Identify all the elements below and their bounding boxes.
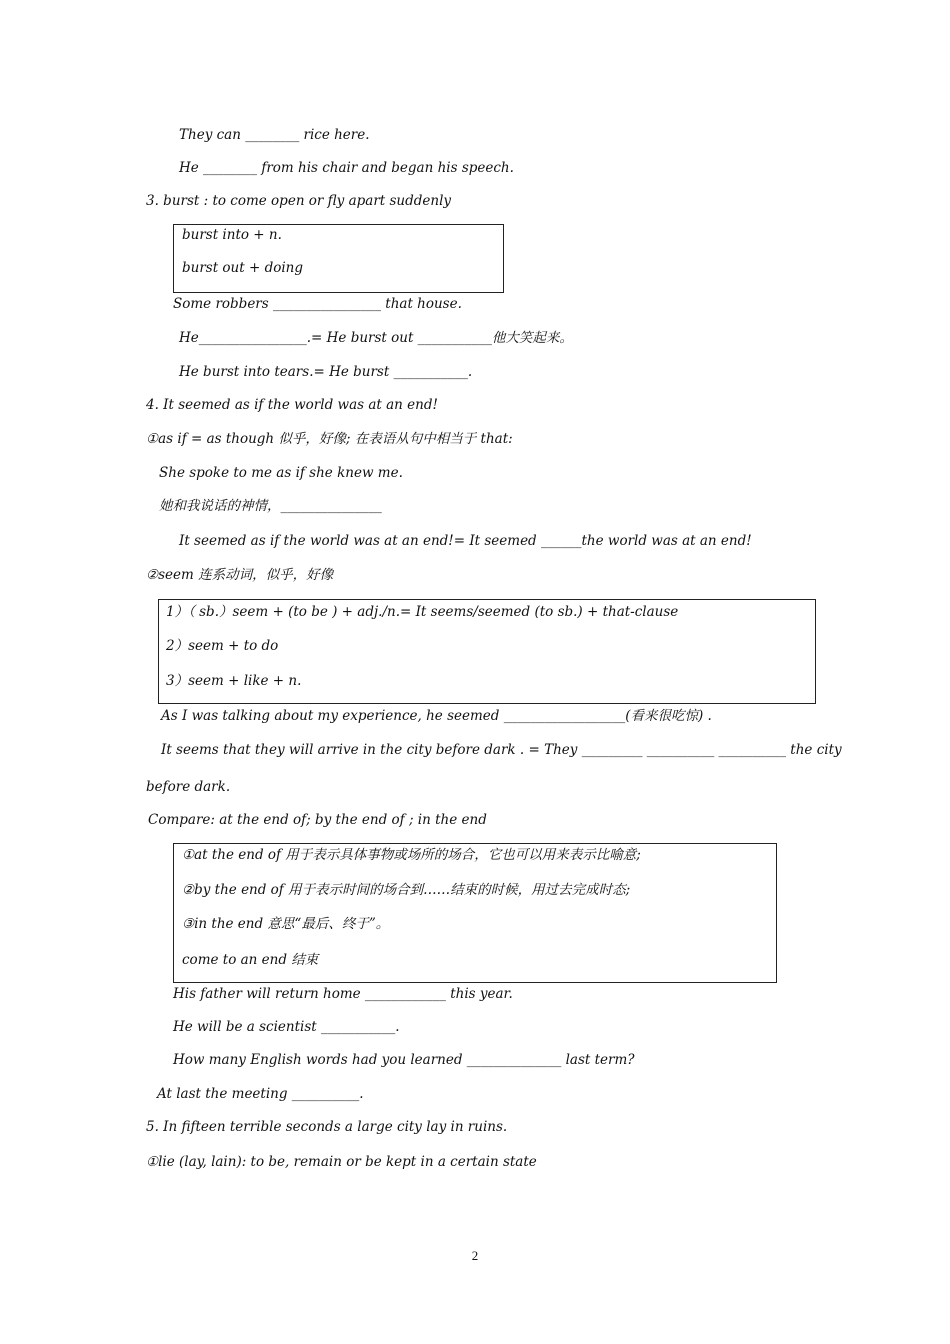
text-line: 3. burst : to come open or fly apart suddenly xyxy=(146,193,452,209)
text-line: His father will return home ____________ this year. xyxy=(173,986,513,1002)
text-line: It seems that they will arrive in the city before dark . = They _________ __________ __________ the city xyxy=(161,742,842,758)
text-line: Compare: at the end of; by the end of ; in the end xyxy=(148,812,487,828)
text-line: ①as if = as though 似乎，好像; 在表语从句中相当于 that: xyxy=(146,431,513,447)
text-line: He will be a scientist ___________. xyxy=(173,1019,400,1035)
text-line: She spoke to me as if she knew me. xyxy=(159,465,403,481)
text-line: 2）seem + to do xyxy=(166,638,279,654)
text-line: 3）seem + like + n. xyxy=(166,673,302,689)
text-line: ①at the end of 用于表示具体事物或场所的场合，它也可以用来表示比喻意; xyxy=(182,847,641,863)
text-line: come to an end 结束 xyxy=(182,952,319,968)
text-line: It seemed as if the world was at an end!= It seemed ______the world was at an end! xyxy=(179,533,752,549)
text-line: 1）（ sb.）seem + (to be ) + adj./n.= It seems/seemed (to sb.) + that-clause xyxy=(166,604,679,620)
text-line: They can ________ rice here. xyxy=(179,127,370,143)
text-line: He________________.= He burst out ___________他大笑起来。 xyxy=(179,330,573,346)
text-line: He burst into tears.= He burst ___________. xyxy=(179,364,473,380)
text-line: As I was talking about my experience, he seemed __________________(看来很吃惊) . xyxy=(161,708,712,724)
text-line: 4. It seemed as if the world was at an end! xyxy=(146,397,438,413)
text-line: ③in the end 意思“最后、终于”。 xyxy=(182,916,390,932)
text-line: burst into + n. xyxy=(182,227,282,243)
text-line: ①lie (lay, lain): to be, remain or be kept in a certain state xyxy=(146,1154,537,1170)
text-line: before dark. xyxy=(146,779,231,795)
text-line: How many English words had you learned ______________ last term? xyxy=(173,1052,635,1068)
text-line: Some robbers ________________ that house. xyxy=(173,296,462,312)
text-line: burst out + doing xyxy=(182,260,303,276)
text-line: 5. In fifteen terrible seconds a large city lay in ruins. xyxy=(146,1119,508,1135)
text-line: He ________ from his chair and began his speech. xyxy=(179,160,514,176)
text-line: ②seem 连系动词，似乎，好像 xyxy=(146,567,334,583)
page-number: 2 xyxy=(471,1248,479,1263)
text-line: At last the meeting __________. xyxy=(157,1086,364,1102)
text-line: ②by the end of 用于表示时间的场合到……结束的时候，用过去完成时态; xyxy=(182,882,631,898)
text-line: 她和我说话的神情，_______________ xyxy=(159,498,382,514)
